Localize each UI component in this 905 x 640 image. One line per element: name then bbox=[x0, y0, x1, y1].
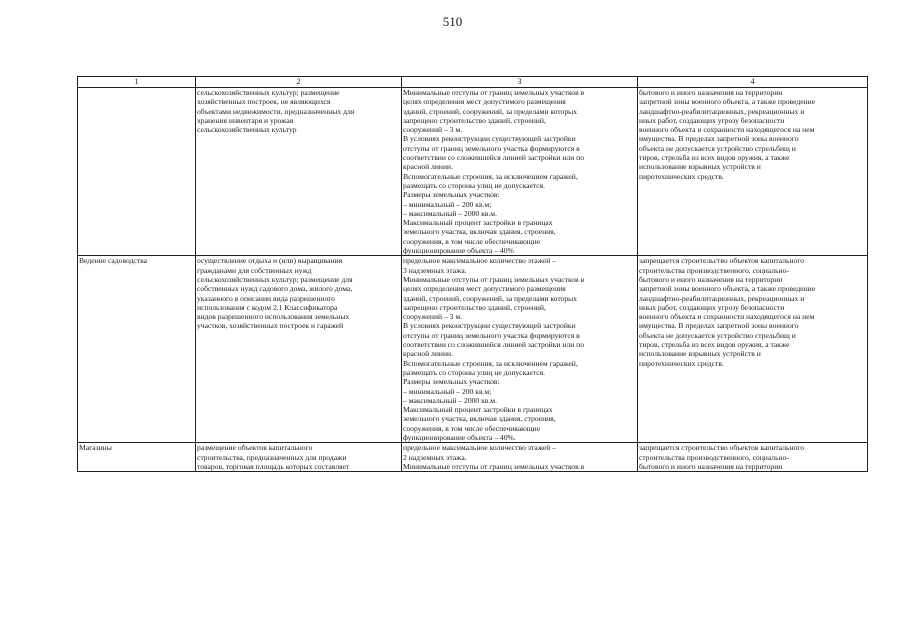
use-type-cell bbox=[78, 443, 196, 472]
cell-text-line: собственных нужд садового дома, жилого дома, bbox=[197, 284, 353, 294]
cell-text-line: В условиях реконструкции существующей застройки bbox=[403, 321, 576, 331]
cell-text-line: имущества. В пределах запретной зоны военного bbox=[639, 134, 799, 144]
cell-text-line: – минимальный – 200 кв.м; bbox=[403, 199, 492, 209]
cell-text-line: Минимальные отступы от границ земельных участков в bbox=[403, 461, 585, 471]
cell-text-line: использование взрывных устройств и bbox=[639, 162, 761, 172]
use-description-cell bbox=[196, 256, 402, 443]
header-col-3: 3 bbox=[402, 77, 638, 88]
table-row bbox=[78, 256, 868, 443]
cell-text-line: использование взрывных устройств и bbox=[639, 349, 761, 359]
cell-text-line: – максимальный – 2000 кв.м. bbox=[403, 395, 497, 405]
cell-text-line: Вспомогательные строения, за исключением гаражей, bbox=[403, 358, 578, 368]
cell-text-line: хозяйственных построек, не являющихся bbox=[197, 97, 331, 107]
cell-text-line: соответствии со сложившейся линией застройки или по bbox=[403, 153, 585, 163]
restrictions-cell bbox=[638, 443, 868, 472]
cell-text-line: размещать со стороны улиц не допускается. bbox=[403, 180, 546, 190]
cell-text-line: иных работ, создающих угрозу безопасности bbox=[639, 115, 785, 125]
cell-text-line: Магазины bbox=[79, 443, 112, 453]
header-col-1: 1 bbox=[78, 77, 196, 88]
cell-text-line: пиротехнических средств. bbox=[639, 171, 724, 181]
cell-text-line: ландшафтно-реабилитационных, рекреационных и bbox=[639, 106, 805, 116]
cell-text-line: сооружений – 3 м. bbox=[403, 312, 463, 322]
cell-text-line: В условиях реконструкции существующей застройки bbox=[403, 134, 576, 144]
cell-text-line: имущества. В пределах запретной зоны военного bbox=[639, 321, 799, 331]
cell-text-line: ландшафтно-реабилитационных, рекреационных и bbox=[639, 293, 805, 303]
parameters-cell bbox=[402, 443, 638, 472]
cell-text-line: Ведение садоводства bbox=[79, 256, 147, 266]
regulations-table bbox=[77, 76, 868, 472]
cell-text-line: видов разрешенного использования земельных bbox=[197, 312, 350, 322]
cell-text-line: соответствии со сложившейся линией застройки или по bbox=[403, 340, 585, 350]
cell-text-line: зданий, строений, сооружений, за пределами которых bbox=[403, 293, 578, 303]
cell-text-line: Размеры земельных участков: bbox=[403, 190, 500, 200]
cell-text-line: указанного в описании вида разрешенного bbox=[197, 293, 335, 303]
restrictions-cell bbox=[638, 256, 868, 443]
cell-text-line: военного объекта и сохранности находящегося на нем bbox=[639, 125, 815, 135]
cell-text-line: иных работ, создающих угрозу безопасности bbox=[639, 302, 785, 312]
cell-text-line: пиротехнических средств. bbox=[639, 358, 724, 368]
page-number: 510 bbox=[442, 14, 463, 29]
cell-text-line: гражданами для собственных нужд bbox=[197, 265, 312, 275]
cell-text-line: – максимальный – 2000 кв.м. bbox=[403, 208, 497, 218]
cell-text-line: товаров, торговая площадь которых составляет bbox=[197, 461, 350, 471]
cell-text-line: бытового и иного назначения на территории bbox=[639, 274, 783, 284]
table-row bbox=[78, 88, 868, 256]
cell-text-line: осуществление отдыха и (или) выращивания bbox=[197, 256, 343, 266]
cell-text-line: сооружений – 3 м. bbox=[403, 125, 463, 135]
cell-text-line: тиров, стрельба из всех видов оружия, а также bbox=[639, 340, 790, 350]
cell-text-line: отступы от границ земельного участка формируются в bbox=[403, 330, 580, 340]
header-col-4: 4 bbox=[638, 77, 868, 88]
cell-text-line: объекта не допускается устройство стрельбищ и bbox=[639, 330, 796, 340]
cell-text-line: участков, хозяйственных построек и гаражей bbox=[197, 321, 344, 331]
use-type-cell bbox=[78, 256, 196, 443]
cell-text-line: – минимальный – 200 кв.м; bbox=[403, 386, 492, 396]
header-col-2: 2 bbox=[196, 77, 402, 88]
cell-text-line: тиров, стрельба из всех видов оружия, а также bbox=[639, 153, 790, 163]
cell-text-line: размещать со стороны улиц не допускается. bbox=[403, 367, 546, 377]
cell-text-line: объекта не допускается устройство стрельбищ и bbox=[639, 143, 796, 153]
table-row bbox=[78, 443, 868, 472]
cell-text-line: запретной зоны военного объекта, а также проведение bbox=[639, 284, 816, 294]
cell-text-line: целях определения мест допустимого размещения bbox=[403, 97, 566, 107]
cell-text-line: бытового и иного назначения на территории bbox=[639, 88, 783, 97]
cell-text-line: отступы от границ земельного участка формируются в bbox=[403, 143, 580, 153]
cell-text-line: строительства, предназначенных для продажи bbox=[197, 452, 347, 462]
cell-text-line: бытового и иного назначения на территории bbox=[639, 461, 783, 471]
cell-text-line: 2 надземных этажа. bbox=[403, 452, 467, 462]
cell-text-line: зданий, строений, сооружений, за пределами которых bbox=[403, 106, 578, 116]
cell-text-line: сооружения, в том числе обеспечивающие bbox=[403, 423, 541, 433]
cell-text-line: функционирование объекта – 40% bbox=[403, 246, 514, 256]
use-description-cell bbox=[196, 443, 402, 472]
cell-text-line: 3 надземных этажа. bbox=[403, 265, 467, 275]
cell-text-line: запретной зоны военного объекта, а также проведение bbox=[639, 97, 816, 107]
cell-text-line: Максимальный процент застройки в границах bbox=[403, 218, 553, 228]
cell-text-line: Вспомогательные строения, за исключением гаражей, bbox=[403, 171, 578, 181]
parameters-cell bbox=[402, 88, 638, 256]
cell-text-line: строительства производственного, социально- bbox=[639, 265, 789, 275]
cell-text-line: целях определения мест допустимого размещения bbox=[403, 284, 566, 294]
cell-text-line: размещение объектов капитального bbox=[197, 443, 313, 453]
cell-text-line: красной линии. bbox=[403, 162, 453, 172]
cell-text-line: функционирование объекта – 40%. bbox=[403, 432, 516, 442]
cell-text-line: использования с кодом 2.1 Классификатора bbox=[197, 302, 338, 312]
cell-text-line: предельное максимальное количество этажей – bbox=[403, 256, 557, 266]
cell-text-line: земельного участка, включая здания, строения, bbox=[403, 227, 556, 237]
cell-text-line: запрещено строительство зданий, строений, bbox=[403, 115, 546, 125]
header-row bbox=[78, 77, 868, 88]
cell-text-line: сельскохозяйственных культур bbox=[197, 125, 297, 135]
cell-text-line: Минимальные отступы от границ земельных участков в bbox=[403, 88, 585, 97]
cell-text-line: запрещается строительство объектов капитального bbox=[639, 256, 805, 266]
cell-text-line: хранения инвентаря и урожая bbox=[197, 115, 294, 125]
cell-text-line: сооружения, в том числе обеспечивающие bbox=[403, 236, 541, 246]
cell-text-line: Минимальные отступы от границ земельных участков в bbox=[403, 274, 585, 284]
cell-text-line: объектами недвижимости, предназначенных для bbox=[197, 106, 355, 116]
restrictions-cell bbox=[638, 88, 868, 256]
cell-text-line: военного объекта и сохранности находящегося на нем bbox=[639, 312, 815, 322]
cell-text-line: красной линии. bbox=[403, 349, 453, 359]
cell-text-line: предельное максимальное количество этажей – bbox=[403, 443, 557, 453]
cell-text-line: Максимальный процент застройки в границах bbox=[403, 405, 553, 415]
cell-text-line: земельного участка, включая здания, строения, bbox=[403, 414, 556, 424]
cell-text-line: строительства производственного, социально- bbox=[639, 452, 789, 462]
cell-text-line: сельскохозяйственных культур; размещение bbox=[197, 88, 340, 97]
cell-text-line: Размеры земельных участков: bbox=[403, 377, 500, 387]
use-type-cell bbox=[78, 88, 196, 256]
cell-text-line: запрещено строительство зданий, строений, bbox=[403, 302, 546, 312]
cell-text-line: сельскохозяйственных культур; размещение для bbox=[197, 274, 353, 284]
use-description-cell bbox=[196, 88, 402, 256]
parameters-cell bbox=[402, 256, 638, 443]
cell-text-line: запрещается строительство объектов капитального bbox=[639, 443, 805, 453]
